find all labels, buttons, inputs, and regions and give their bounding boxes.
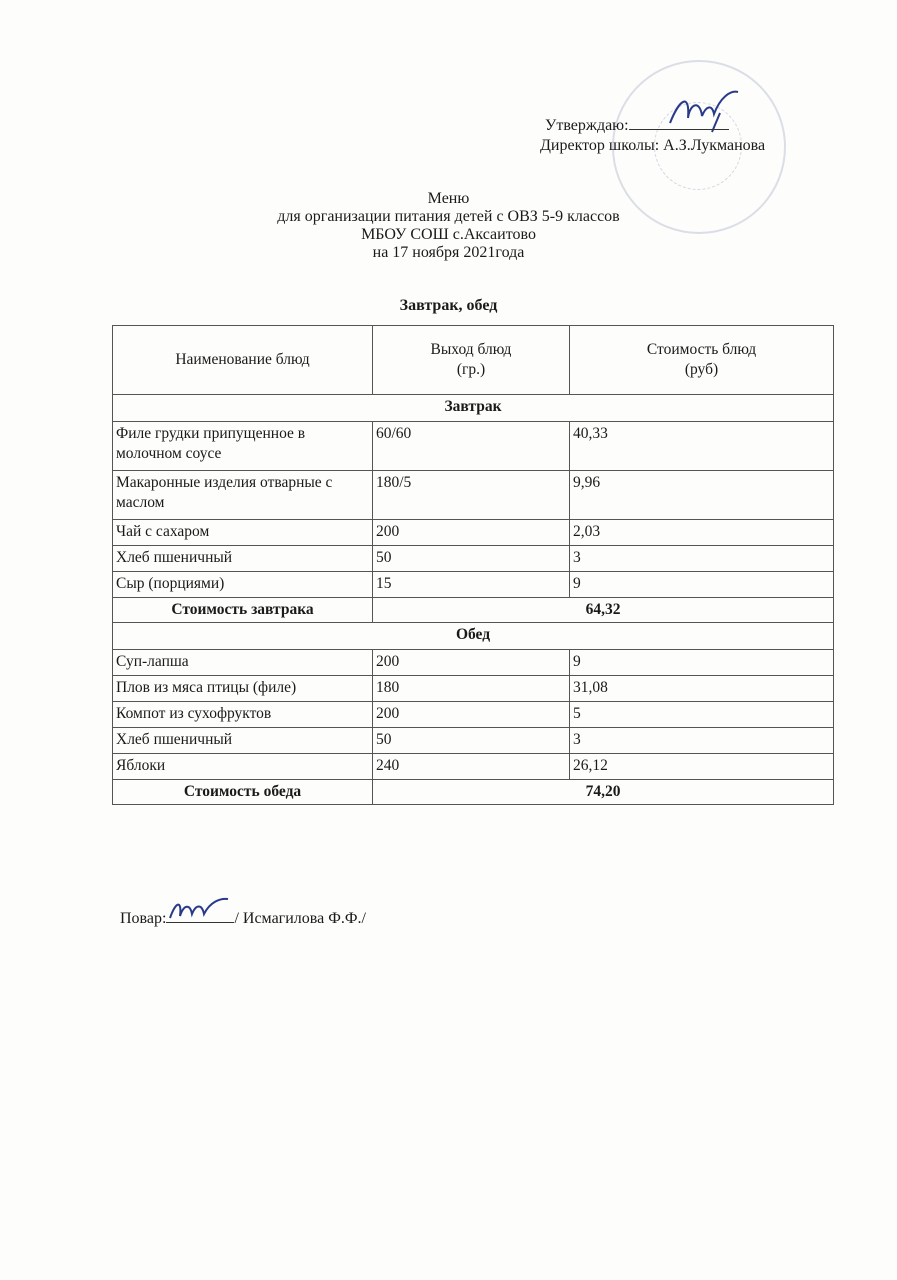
dish-name: Суп-лапша — [113, 650, 373, 676]
cook-signature-line — [120, 908, 366, 928]
dish-price: 3 — [570, 546, 834, 572]
title-line-4: на 17 ноября 2021года — [372, 244, 525, 261]
table-row — [113, 702, 834, 728]
total-label: Стоимость обеда — [113, 780, 373, 805]
approval-block — [545, 115, 729, 136]
dish-name: Макаронные изделия отварные с маслом — [113, 471, 373, 520]
cook-label: Повар: — [120, 910, 167, 927]
director-name: А.З.Лукманова — [663, 137, 766, 154]
section-breakfast — [113, 395, 834, 422]
table-row — [113, 520, 834, 546]
table-row — [113, 676, 834, 702]
table-row — [113, 650, 834, 676]
lunch-total-row — [113, 780, 834, 805]
dish-price: 9 — [570, 650, 834, 676]
dish-price: 26,12 — [570, 754, 834, 780]
table-row — [113, 572, 834, 598]
dish-weight: 180 — [373, 676, 570, 702]
approval-label: Утверждаю: — [545, 117, 629, 134]
table-row — [113, 754, 834, 780]
total-label: Стоимость завтрака — [113, 598, 373, 623]
dish-price: 9,96 — [570, 471, 834, 520]
dish-weight: 50 — [373, 546, 570, 572]
dish-name: Яблоки — [113, 754, 373, 780]
dish-price: 9 — [570, 572, 834, 598]
total-value: 74,20 — [373, 780, 834, 805]
dish-name: Сыр (порциями) — [113, 572, 373, 598]
dish-price: 3 — [570, 728, 834, 754]
dish-weight: 200 — [373, 650, 570, 676]
section-title: Завтрак — [113, 395, 834, 422]
title-line-1: Меню — [427, 190, 470, 207]
dish-weight: 200 — [373, 520, 570, 546]
title-line-3: МБОУ СОШ с.Аксаитово — [361, 226, 536, 243]
dish-price: 5 — [570, 702, 834, 728]
dish-name: Компот из сухофруктов — [113, 702, 373, 728]
dish-weight: 240 — [373, 754, 570, 780]
header-price — [570, 326, 834, 395]
document-title — [0, 190, 897, 262]
dish-weight: 180/5 — [373, 471, 570, 520]
table-row — [113, 546, 834, 572]
menu-table — [112, 325, 834, 805]
dish-weight: 15 — [373, 572, 570, 598]
section-title: Обед — [113, 623, 834, 650]
header-price-l2: (руб) — [684, 361, 719, 378]
title-line-2: для организации питания детей с ОВЗ 5-9 классов — [277, 208, 620, 225]
cook-name: / Исмагилова Ф.Ф./ — [234, 910, 366, 927]
dish-price: 2,03 — [570, 520, 834, 546]
dish-weight: 50 — [373, 728, 570, 754]
total-value: 64,32 — [373, 598, 834, 623]
section-lunch — [113, 623, 834, 650]
header-weight-l1: Выход блюд — [430, 341, 512, 358]
header-weight-l2: (гр.) — [456, 361, 486, 378]
table-row — [113, 422, 834, 471]
header-weight — [373, 326, 570, 395]
header-price-l1: Стоимость блюд — [646, 341, 757, 358]
table-header-row — [113, 326, 834, 395]
dish-name: Филе грудки припущенное в молочном соусе — [113, 422, 373, 471]
meal-subtitle: Завтрак, обед — [399, 297, 498, 314]
dish-price: 40,33 — [570, 422, 834, 471]
dish-price: 31,08 — [570, 676, 834, 702]
dish-name: Плов из мяса птицы (филе) — [113, 676, 373, 702]
dish-name: Чай с сахаром — [113, 520, 373, 546]
signature-line — [629, 115, 729, 130]
dish-name: Хлеб пшеничный — [113, 728, 373, 754]
table-row — [113, 471, 834, 520]
table-row — [113, 728, 834, 754]
dish-weight: 200 — [373, 702, 570, 728]
dish-weight: 60/60 — [373, 422, 570, 471]
header-dish-name: Наименование блюд — [113, 326, 373, 395]
director-position: Директор школы: — [540, 137, 660, 154]
dish-name: Хлеб пшеничный — [113, 546, 373, 572]
director-line — [540, 137, 765, 155]
breakfast-total-row — [113, 598, 834, 623]
cook-signature — [166, 908, 234, 923]
